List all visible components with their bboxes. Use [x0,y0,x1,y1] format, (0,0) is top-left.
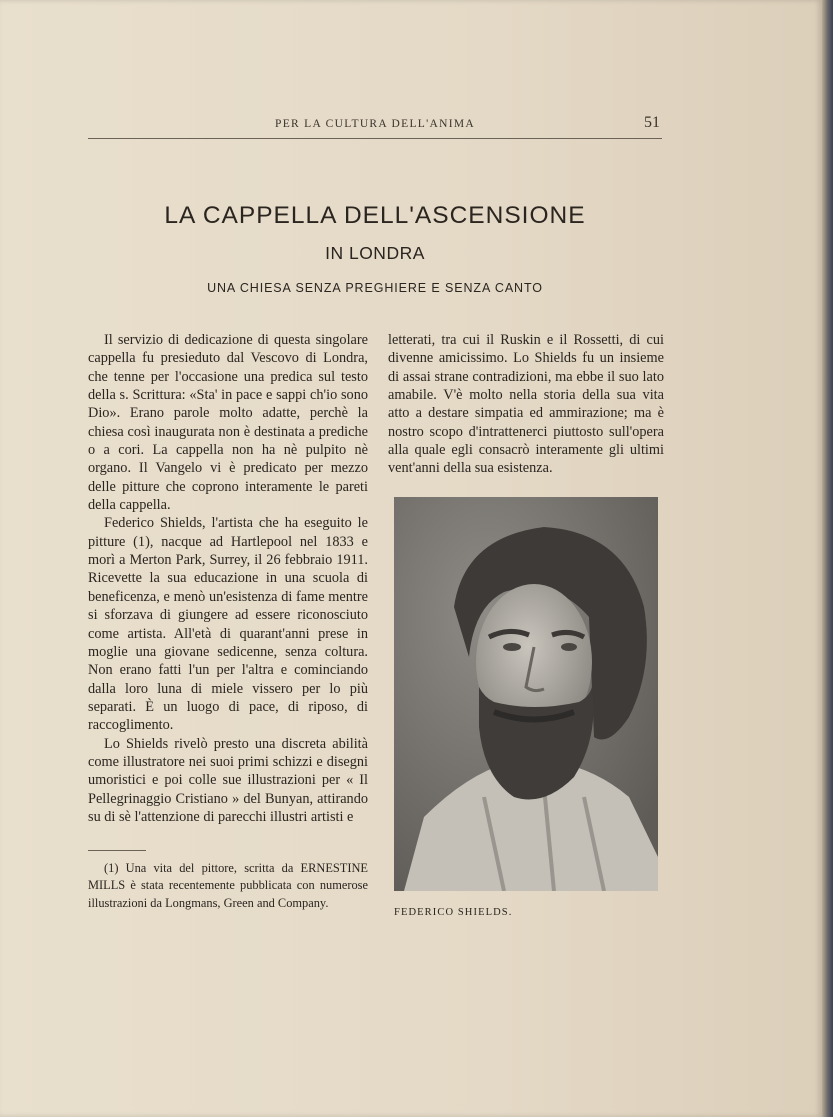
paragraph: letterati, tra cui il Ruskin e il Rossetti, di cui divenne amicissimo. Lo Shields fu un insieme di assai strane contradizioni, ma ebbe il suo lato amabile. V'è molto nella storia della sua vita atto a destare simpatia ed ammirazione; ma è nostro scopo d'intrattenerci piuttosto sull'opera alla quale egli consacrò interamente gli ultimi vent'anni della sua esistenza. [388,332,664,477]
figure-caption: FEDERICO SHIELDS. [394,907,513,918]
running-title: PER LA CULTURA DELL'ANIMA [275,118,475,130]
running-header [88,114,662,139]
paragraph: Federico Shields, l'artista che ha eseguito le pitture (1), nacque ad Hartlepool nel 1833 e morì a Merton Park, Surrey, il 26 febbraio 1911. Ricevette la sua educazione in una scuola di beneficenza, e menò un'esistenza di fame mentre si sforzava di giungere ad essere riconosciuto come artista. All'età di quarant'anni prese in moglie una giovane sedicenne, senza coltura. Non erano fatti l'un per l'altra e cominciando dalla loro luna di miele vissero per lo più separati. È un luogo di pace, di riposo, di raccoglimento. [88,515,368,734]
article-kicker: UNA CHIESA SENZA PREGHIERE E SENZA CANTO [207,281,543,295]
footnote-text: (1) Una vita del pittore, scritta da ERNESTINE MILLS è stata recentemente pubblicata con numerose illustrazioni da Longmans, Green and Company. [88,861,368,910]
portrait-photo [394,497,658,891]
footnote [88,860,368,912]
left-column [88,331,368,826]
article-title: LA CAPPELLA DELL'ASCENSIONE [164,202,586,229]
portrait-illustration [394,497,658,891]
footnote-rule [88,850,146,851]
page-edge [822,0,833,1117]
paragraph: Il servizio di dedicazione di questa singolare cappella fu presieduto dal Vescovo di Londra, che tenne per l'occasione una predica sul testo della s. Scrittura: «Sta' in pace e sappi ch'io sono Dio». Erano parole molto adatte, perchè la chiesa così inaugurata non è destinata a prediche o a cori. La cappella non ha nè pulpito nè organo. Il Vangelo vi è predicato per mezzo delle pitture che coprono interamente le pareti della cappella. [88,332,368,514]
article-subtitle: IN LONDRA [325,243,425,263]
page-number: 51 [644,114,660,131]
paragraph: Lo Shields rivelò presto una discreta abilità come illustratore nei suoi primi schizzi e disegni umoristici e poi colle sue illustrazioni per « Il Pellegrinaggio Cristiano » del Bunyan, attirando su di sè l'attenzione di parecchi illustri artisti e [88,735,368,825]
right-column [388,331,664,478]
